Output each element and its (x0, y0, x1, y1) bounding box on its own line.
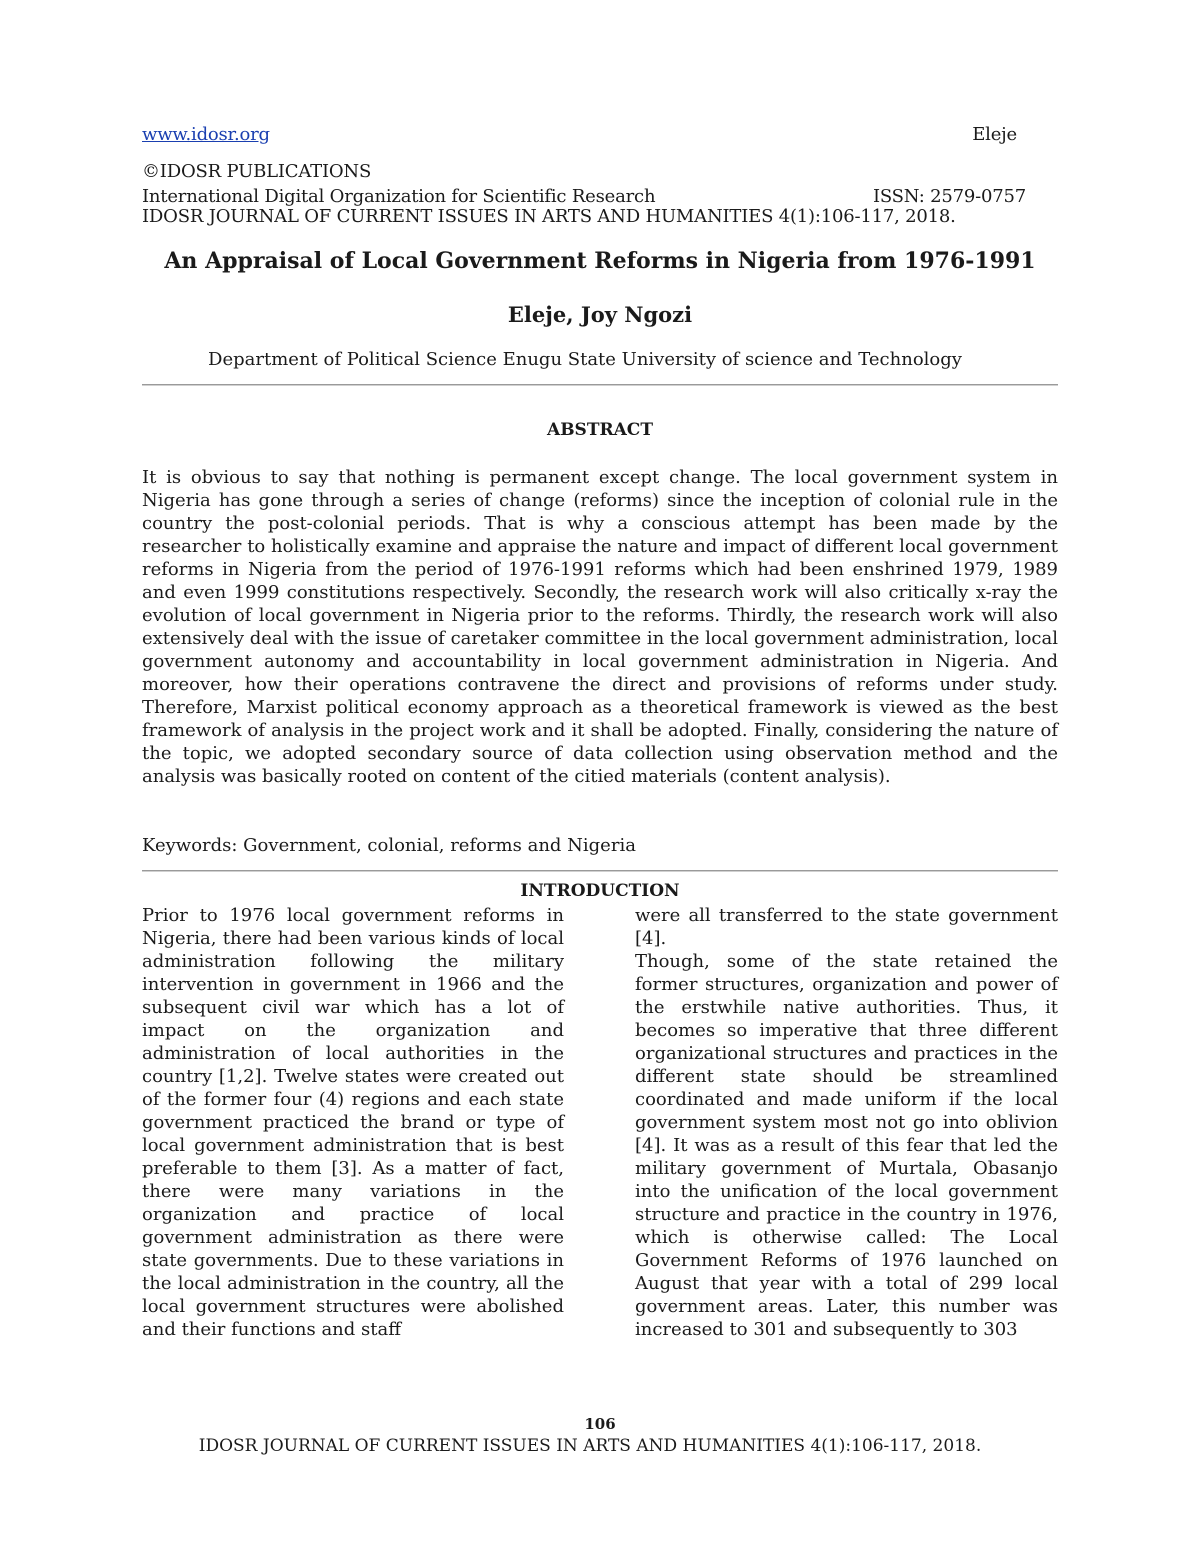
article-author: Eleje, Joy Ngozi (507, 302, 693, 327)
keywords-line: Keywords: Government, colonial, reforms and Nigeria (142, 835, 636, 856)
publisher-line: ©IDOSR PUBLICATIONS (142, 161, 372, 182)
journal-header-line: IDOSR JOURNAL OF CURRENT ISSUES IN ARTS AND HUMANITIES 4(1):106-117, 2018. (142, 206, 956, 227)
running-author: Eleje (972, 124, 1017, 145)
article-title: An Appraisal of Local Government Reforms in Nigeria from 1976-1991 (164, 248, 1036, 274)
footer-journal-line: IDOSR JOURNAL OF CURRENT ISSUES IN ARTS AND HUMANITIES 4(1):106-117, 2018. (198, 1436, 982, 1456)
abstract-heading: ABSTRACT (547, 420, 653, 440)
introduction-left-column (142, 904, 564, 1341)
introduction-right-column (635, 904, 1058, 1341)
intro-paragraph: Prior to 1976 local government reforms in Nigeria, there had been various kinds of local administration following the military intervention in government in 1966 and the subsequent civil war which has a lot of impact on the organization and administration of local authorities in the country [1,2]. Twelve states were created out of the former four (4) regions and each state government practiced the brand or type of local government administration that is best preferable to them [3]. As a matter of fact, there were many variations in the organization and practice of local government administration as there were state governments. Due to these variations in the local administration in the country, all the local government structures were abolished and their functions and staff (142, 905, 564, 1340)
issn-label: ISSN: 2579-0757 (872, 186, 1026, 207)
page-number: 106 (584, 1415, 616, 1433)
intro-paragraph: were all transferred to the state government [4]. (635, 905, 1058, 949)
abstract-divider (142, 870, 1058, 872)
introduction-heading: INTRODUCTION (520, 881, 680, 901)
intro-paragraph: Though, some of the state retained the former structures, organization and power of the erstwhile native authorities. Thus, it becomes so imperative that three different organizational structures and practices in the different state should be streamlined coordinated and made uniform if the local government system most not go into oblivion [4]. It was as a result of this fear that led the military government of Murtala, Obasanjo into the unification of the local government structure and practice in the country in 1976, which is otherwise called: The Local Government Reforms of 1976 launched on August that year with a total of 299 local government areas. Later, this number was increased to 301 and subsequently to 303 (635, 951, 1058, 1340)
author-affiliation: Department of Political Science Enugu State University of science and Technology (208, 349, 962, 370)
abstract-text: It is obvious to say that nothing is permanent except change. The local government system in Nigeria has gone through a series of change (reforms) since the inception of colonial rule in the country the post-colonial periods. That is why a conscious attempt has been made by the researcher to holistically examine and appraise the nature and impact of different local government reforms in Nigeria from the period of 1976-1991 reforms which had been enshrined 1979, 1989 and even 1999 constitutions respectively. Secondly, the research work will also critically x-ray the evolution of local government in Nigeria prior to the reforms. Thirdly, the research work will also extensively deal with the issue of caretaker committee in the local government administration, local government autonomy and accountability in local government administration in Nigeria. And moreover, how their operations contravene the direct and provisions of reforms under study. Therefore, Marxist political economy approach as a theoretical framework is viewed as the best framework of analysis in the project work and it shall be adopted. Finally, considering the nature of the topic, we adopted secondary source of data collection using observation method and the analysis was basically rooted on content of the citied materials (content analysis). (142, 467, 1058, 787)
organization-line: International Digital Organization for Scientific Research (142, 186, 656, 207)
website-link[interactable]: www.idosr.org (142, 124, 270, 145)
header-divider (142, 384, 1058, 386)
